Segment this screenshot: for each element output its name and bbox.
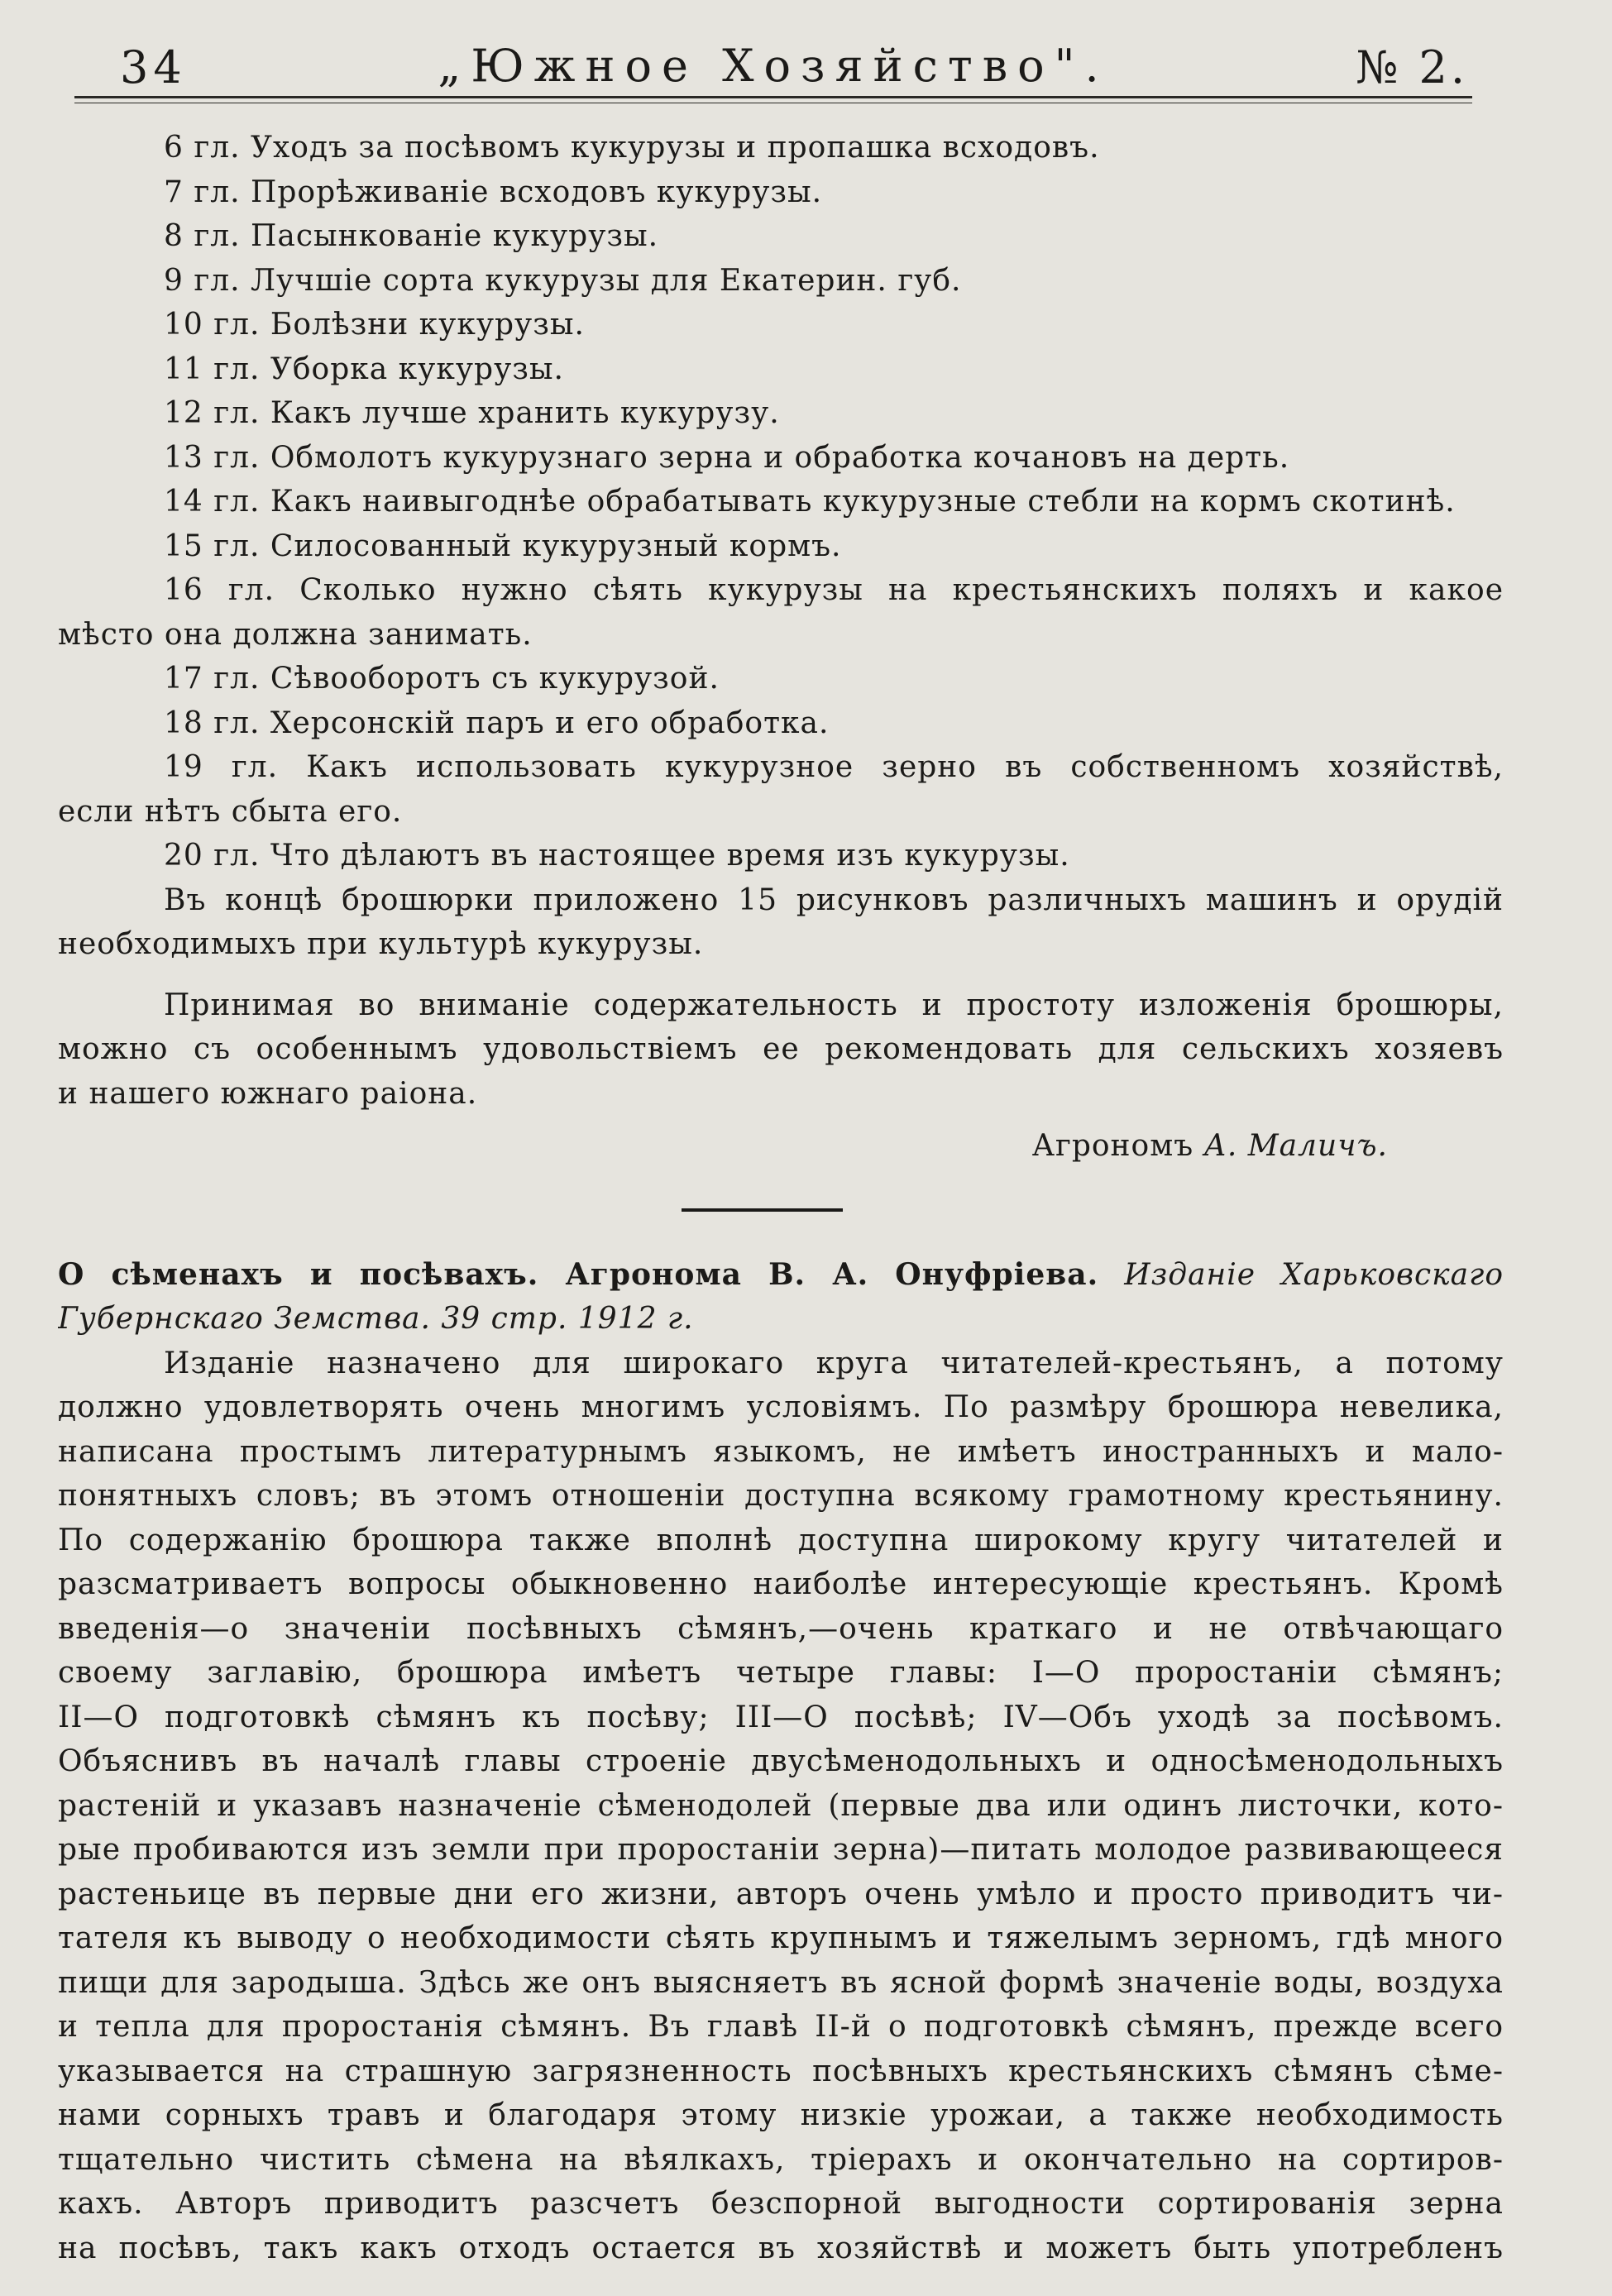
review-title xyxy=(58,1253,1504,1298)
review-line: тателя къ выводу о необходимости сѣять крупнымъ и тяжелымъ зерномъ, гдѣ много xyxy=(58,1921,1504,1955)
issue-number: № 2. xyxy=(1356,41,1468,93)
chapter-line: 9 гл. Лучшіе сорта кукурузы для Екатерин. губ. xyxy=(164,263,962,298)
review-line: растеньице въ первые дни его жизни, авторъ очень умѣло и просто приводитъ чи- xyxy=(58,1877,1504,1911)
chapter-line: 17 гл. Сѣвооборотъ съ кукурузой. xyxy=(164,662,720,696)
signature-name: А. Маличъ. xyxy=(1203,1129,1388,1163)
section-separator xyxy=(682,1208,843,1212)
page-number: 34 xyxy=(120,41,187,93)
review-line: Объяснивъ въ началѣ главы строеніе двусѣменодольныхъ и односѣменодольныхъ xyxy=(58,1744,1504,1778)
chapter-line: 15 гл. Силосованный кукурузный кормъ. xyxy=(164,529,842,563)
chapter-line: 10 гл. Болѣзни кукурузы. xyxy=(164,308,585,342)
header-rule xyxy=(74,96,1472,98)
chapter-line: 20 гл. Что дѣлаютъ въ настоящее время изъ кукурузы. xyxy=(164,839,1070,873)
page-header xyxy=(79,33,1468,99)
review-line: понятныхъ словъ; въ этомъ отношеніи доступна всякому грамотному крестьянину. xyxy=(58,1479,1504,1513)
review-line: своему заглавію, брошюра имѣетъ четыре главы: I—О проростаніи сѣмянъ; xyxy=(58,1656,1504,1690)
chapter-line: 14 гл. Какъ наивыгоднѣе обрабатывать кукурузные стебли на кормъ скотинѣ. xyxy=(164,485,1456,519)
review-line: должно удовлетворять очень многимъ условіямъ. По размѣру брошюра невелика, xyxy=(58,1390,1504,1424)
chapter-line: 13 гл. Обмолотъ кукурузнаго зерна и обработка кочановъ на дерть. xyxy=(164,440,1290,475)
review-line: и тепла для проростанія сѣмянъ. Въ главѣ II-й о подготовкѣ сѣмянъ, прежде всего xyxy=(58,2010,1504,2044)
review-title-bold: О сѣменахъ и посѣвахъ. Агронома В. А. Онуфріева. xyxy=(58,1256,1099,1292)
recommendation-line: можно съ особеннымъ удовольствіемъ ее рекомендовать для сельскихъ хозяевъ xyxy=(58,1032,1504,1066)
review-line: введенія—о значеніи посѣвныхъ сѣмянъ,—очень краткаго и не отвѣчающаго xyxy=(58,1611,1504,1646)
review-line: нами сорныхъ травъ и благодаря этому низкіе урожаи, а также необходимость xyxy=(58,2098,1504,2132)
review-title-italic: Изданіе Харьковскаго xyxy=(1124,1257,1504,1292)
chapter-line: если нѣтъ сбыта его. xyxy=(58,794,403,829)
journal-title: „Южное Хозяйство". xyxy=(438,40,1109,92)
review-line: II—О подготовкѣ сѣмянъ къ посѣву; III—О посѣвѣ; IV—Объ уходѣ за посѣвомъ. xyxy=(58,1700,1504,1734)
review-line: Изданіе назначено для широкаго круга читателей-крестьянъ, а потому xyxy=(164,1346,1504,1380)
chapter-line: 6 гл. Уходъ за посѣвомъ кукурузы и пропашка всходовъ. xyxy=(164,131,1100,165)
review-line: пищи для зародыша. Здѣсь же онъ выясняетъ въ ясной формѣ значеніе воды, воздуха xyxy=(58,1965,1504,2000)
recommendation-line: Принимая во вниманіе содержательность и простоту изложенія брошюры, xyxy=(164,988,1504,1022)
chapter-line: 11 гл. Уборка кукурузы. xyxy=(164,352,565,386)
review-line: на посѣвъ, такъ какъ отходъ остается въ хозяйствѣ и можетъ быть употребленъ xyxy=(58,2231,1504,2265)
review-line: рые пробиваются изъ земли при проростаніи зерна)—питать молодое развивающееся xyxy=(58,1833,1504,1867)
review-line: кахъ. Авторъ приводитъ разсчетъ безспорной выгодности сортированія зерна xyxy=(58,2187,1504,2221)
chapter-line: 18 гл. Херсонскій паръ и его обработка. xyxy=(164,706,830,740)
review-line: указывается на страшную загрязненность посѣвныхъ крестьянскихъ сѣмянъ сѣме- xyxy=(58,2054,1504,2088)
chapter-line: 16 гл. Сколько нужно сѣять кукурузы на крестьянскихъ поляхъ и какое xyxy=(164,573,1504,607)
review-line: тщательно чистить сѣмена на вѣялкахъ, тріерахъ и окончательно на сортиров- xyxy=(58,2142,1504,2177)
chapter-line: 19 гл. Какъ использовать кукурузное зерно въ собственномъ хозяйствѣ, xyxy=(164,750,1504,784)
chapter-line: 12 гл. Какъ лучше хранить кукурузу. xyxy=(164,396,780,430)
review-line: разсматриваетъ вопросы обыкновенно наиболѣе интересующіе крестьянъ. Кромѣ xyxy=(58,1567,1504,1601)
chapter-line: 8 гл. Пасынкованіе кукурузы. xyxy=(164,219,659,253)
appendix-line: необходимыхъ при культурѣ кукурузы. xyxy=(58,927,704,961)
signature-prefix: Агрономъ xyxy=(1031,1129,1194,1163)
review-subtitle: Губернскаго Земства. 39 стр. 1912 г. xyxy=(58,1302,694,1336)
appendix-line: Въ концѣ брошюрки приложено 15 рисунковъ различныхъ машинъ и орудій xyxy=(164,883,1504,917)
recommendation-line: и нашего южнаго раіона. xyxy=(58,1076,478,1111)
review-line: По содержанію брошюра также вполнѣ доступна широкому кругу читателей и xyxy=(58,1523,1504,1557)
chapter-line: мѣсто она должна занимать. xyxy=(58,617,533,652)
chapter-line: 7 гл. Прорѣживаніе всходовъ кукурузы. xyxy=(164,175,823,209)
signature xyxy=(58,1124,1504,1169)
review-line: написана простымъ литературнымъ языкомъ, не имѣетъ иностранныхъ и мало- xyxy=(58,1434,1504,1469)
review-line: растеній и указавъ назначеніе сѣменодолей (первые два или одинъ листочки, кото- xyxy=(58,1788,1504,1823)
article-body xyxy=(58,126,1504,2270)
